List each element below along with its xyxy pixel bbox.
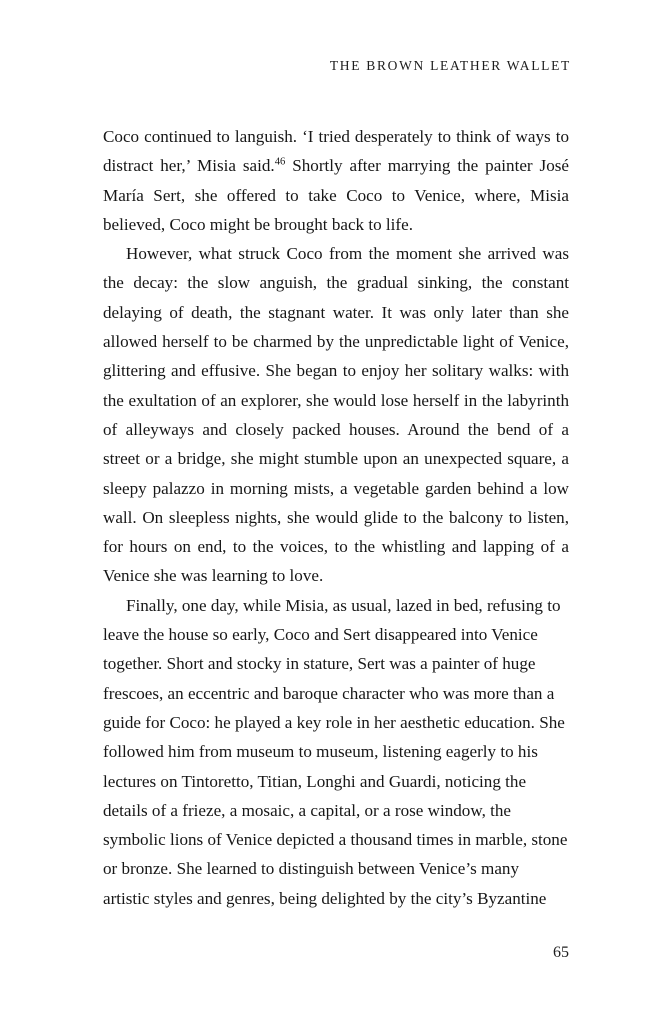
paragraph-1	[103, 122, 569, 239]
running-head: THE BROWN LEATHER WALLET	[329, 58, 571, 73]
paragraph-1-text-after-note: Shortly after marrying the painter José María Sert, she offered to take Coco to Venice, where, Misia believed, Coco might be brought back to life.	[103, 156, 569, 234]
footnote-marker: 46	[274, 156, 286, 168]
paragraph-3: Finally, one day, while Misia, as usual, lazed in bed, refusing to leave the house so early, Coco and Sert disappeared into Venice together. Short and stocky in stature, Sert was a painter of huge frescoes, an eccentric and baroque character who was more than a guide for Coco: he played a key role in her aesthetic education. She followed him from museum to museum, listening eagerly to his lectures on Tintoretto, Titian, Longhi and Guardi, noticing the details of a frieze, a mosaic, a capital, or a rose window, the symbolic lions of Venice depicted a thousand times in marble, stone or bronze. She learned to distinguish between Venice’s many artistic styles and genres, being delighted by the city’s Byzantine	[103, 595, 568, 908]
paragraph-1-text-before-note: Coco continued to languish. ‘I tried desperately to think of ways to distract her,’ Misia said.	[103, 127, 569, 176]
page-body	[103, 122, 569, 913]
page-number: 65	[553, 944, 569, 961]
paragraph-2: However, what struck Coco from the moment she arrived was the decay: the slow anguish, the gradual sinking, the constant delaying of death, the stagnant water. It was only later than she allowed herself to be charmed by the unpredictable light of Venice, glittering and effusive. She began to enjoy her solitary walks: with the exultation of an explorer, she would lose herself in the labyrinth of alleyways and closely packed houses. Around the bend of a street or a bridge, she might stumble upon an unexpected square, a sleepy palazzo in morning mists, a vegetable garden behind a low wall. On sleepless nights, she would glide to the balcony to listen, for hours on end, to the voices, to the whistling and lapping of a Venice she was learning to love.	[103, 244, 569, 586]
